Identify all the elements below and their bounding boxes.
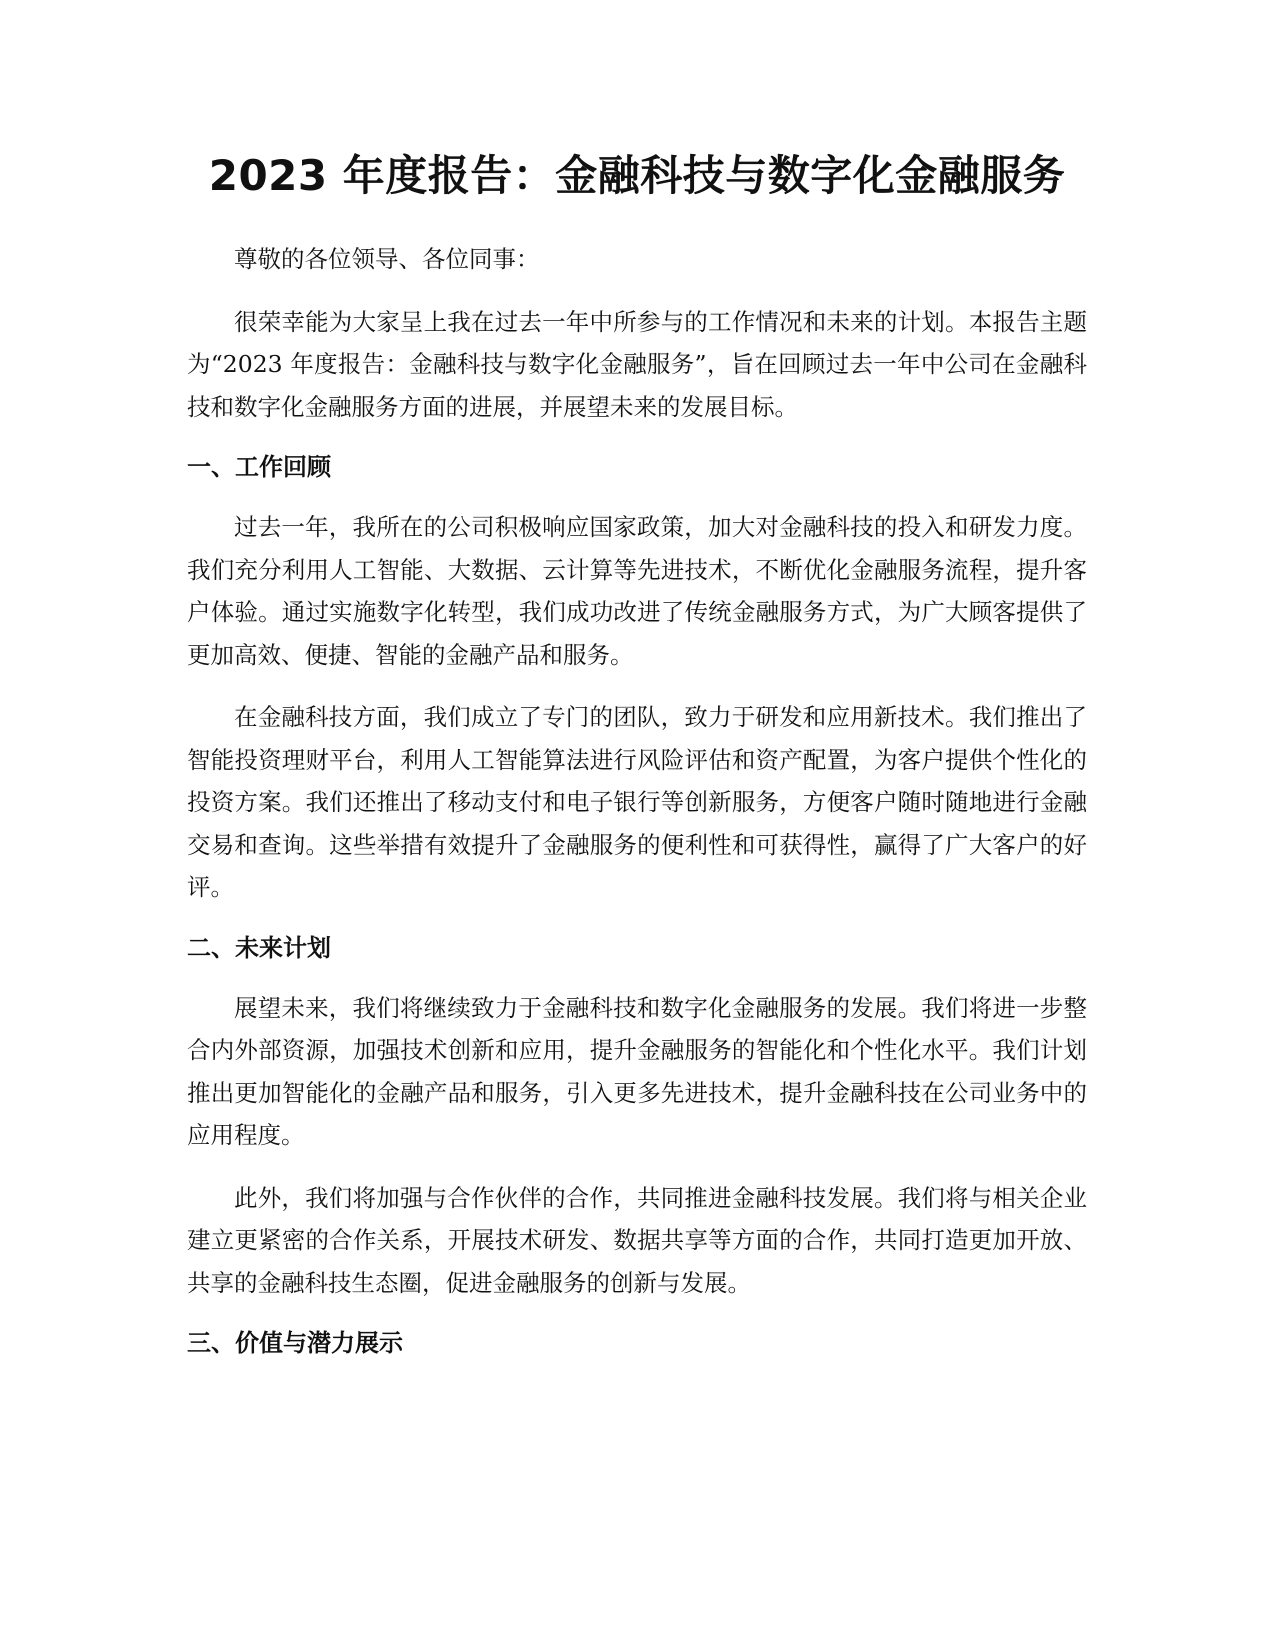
work-review-paragraph-1: 过去一年，我所在的公司积极响应国家政策，加大对金融科技的投入和研发力度。我们充分利用人工智能、大数据、云计算等先进技术，不断优化金融服务流程，提升客户体验。通过实施数字化转型，我们成功改进了传统金融服务方式，为广大顾客提供了更加高效、便捷、智能的金融产品和服务。 [187,513,1087,669]
document-body [187,148,1087,1382]
greeting-paragraph: 尊敬的各位领导、各位同事： [234,245,540,273]
section-heading-value-potential: 三、价值与潜力展示 [187,1329,403,1357]
section-heading-future-plan: 二、未来计划 [187,933,331,962]
future-plan-paragraph-2: 此外，我们将加强与合作伙伴的合作，共同推进金融科技发展。我们将与相关企业建立更紧密的合作关系，开展技术研发、数据共享等方面的合作，共同打造更加开放、共享的金融科技生态圈，促进金融服务的创新与发展。 [187,1183,1087,1297]
work-review-paragraph-2: 在金融科技方面，我们成立了专门的团队，致力于研发和应用新技术。我们推出了智能投资理财平台，利用人工智能算法进行风险评估和资产配置，为客户提供个性化的投资方案。我们还推出了移动支付和电子银行等创新服务，方便客户随时随地进行金融交易和查询。这些举措有效提升了金融服务的便利性和可获得性，赢得了广大客户的好评。 [187,703,1087,901]
future-plan-paragraph-1: 展望未来，我们将继续致力于金融科技和数字化金融服务的发展。我们将进一步整合内外部资源，加强技术创新和应用，提升金融服务的智能化和个性化水平。我们计划推出更加智能化的金融产品和服务，引入更多先进技术，提升金融科技在公司业务中的应用程度。 [187,993,1087,1149]
document-title: 2023 年度报告：金融科技与数字化金融服务 [208,151,1066,200]
intro-paragraph: 很荣幸能为大家呈上我在过去一年中所参与的工作情况和未来的计划。本报告主题为“2023 年度报告：金融科技与数字化金融服务”，旨在回顾过去一年中公司在金融科技和数字化金融服务方面的进展，并展望未来的发展目标。 [187,307,1087,421]
section-heading-work-review: 一、工作回顾 [187,453,331,481]
